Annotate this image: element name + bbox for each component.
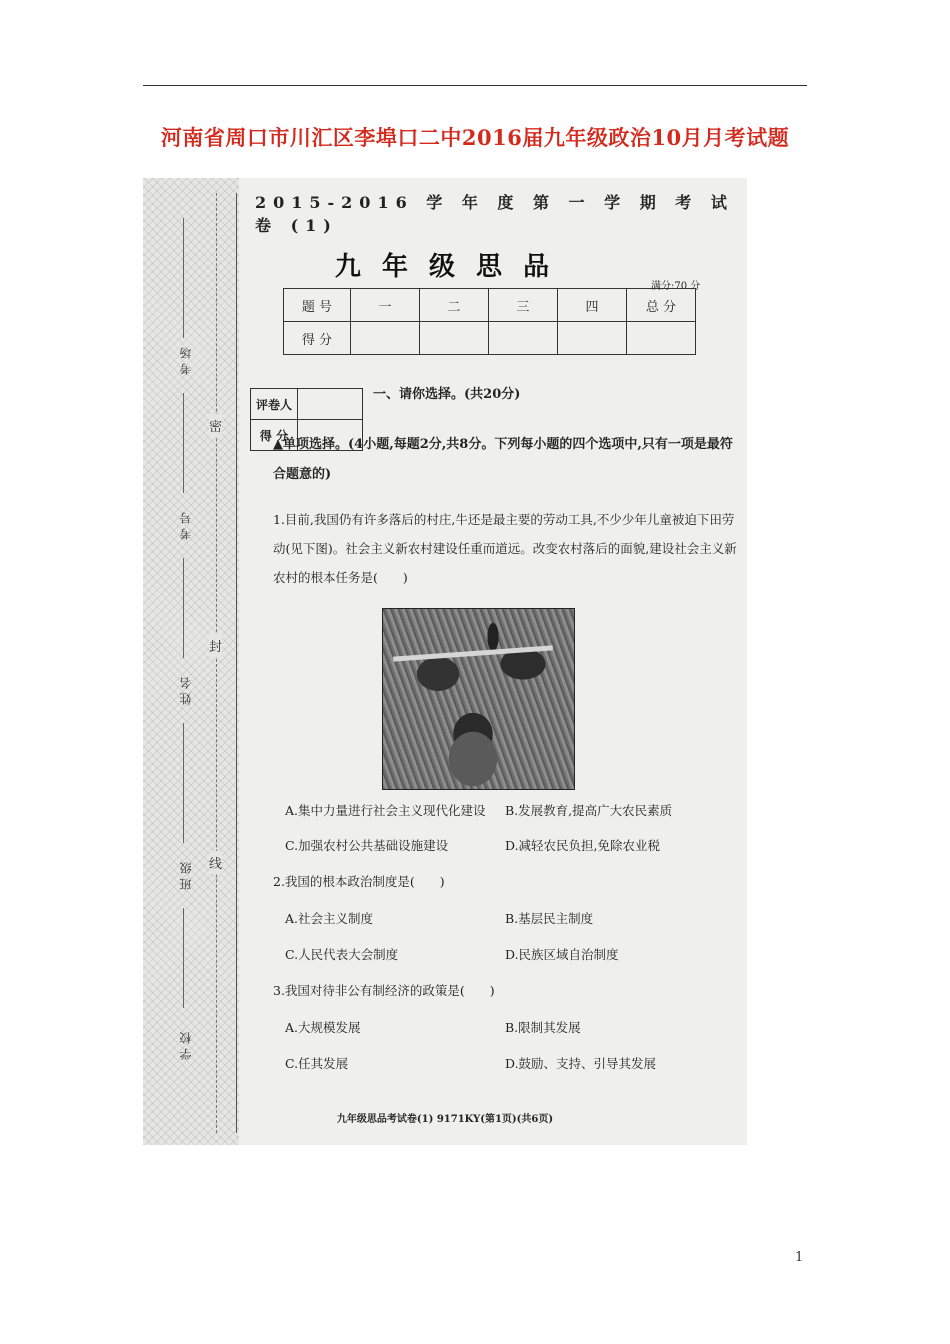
score-table-header-row bbox=[284, 289, 696, 322]
seal-dashed-line bbox=[216, 193, 217, 1133]
score-cell: 二 bbox=[420, 289, 489, 322]
fill-line bbox=[183, 723, 184, 843]
score-blank[interactable] bbox=[420, 322, 489, 355]
question-1-stem: 1.目前,我国仍有许多落后的村庄,牛还是最主要的劳动工具,不少少年儿童被迫下田劳动(见下图)。社会主义新农村建设任重而道远。改变农村落后的面貌,建设社会主义新农村的根本任务是( ) bbox=[273, 512, 737, 585]
score-table bbox=[283, 288, 696, 355]
q3-option-c: C.任其发展 bbox=[285, 1056, 349, 1071]
score-table-score-row bbox=[284, 322, 696, 355]
seal-char-xian: 线 bbox=[209, 851, 222, 874]
q2-option-c: C.人民代表大会制度 bbox=[285, 947, 399, 962]
score-blank[interactable] bbox=[627, 322, 696, 355]
grader-blank[interactable] bbox=[298, 389, 363, 420]
margin-label-class: 班级 bbox=[179, 858, 193, 890]
scanned-exam-sheet bbox=[143, 178, 747, 1145]
fill-line bbox=[183, 908, 184, 1008]
grader-label: 评卷人 bbox=[251, 389, 298, 420]
q1-option-b: B.发展教育,提高广大农民素质 bbox=[505, 803, 673, 818]
q1-option-c: C.加强农村公共基础设施建设 bbox=[285, 838, 449, 853]
top-rule bbox=[143, 85, 807, 86]
score-blank[interactable] bbox=[489, 322, 558, 355]
q2-option-b: B.基层民主制度 bbox=[505, 911, 594, 926]
farm-photo bbox=[382, 608, 575, 790]
question-3-stem: 3.我国对待非公有制经济的政策是( ) bbox=[273, 983, 495, 998]
margin-label-school: 学校 bbox=[179, 1028, 193, 1060]
fill-line bbox=[183, 558, 184, 658]
score-cell: 三 bbox=[489, 289, 558, 322]
score-blank[interactable] bbox=[351, 322, 420, 355]
grader-score-label: 得 分 bbox=[251, 420, 298, 451]
score-blank[interactable] bbox=[558, 322, 627, 355]
score-cell: 得 分 bbox=[284, 322, 351, 355]
q2-option-a: A.社会主义制度 bbox=[285, 911, 374, 926]
document-title: 河南省周口市川汇区李埠口二中2016届九年级政治10月月考试题 bbox=[160, 125, 790, 150]
sheet-footer: 九年级思品考试卷(1) 9171KY(第1页)(共6页) bbox=[336, 1114, 554, 1125]
binding-margin bbox=[143, 178, 239, 1145]
plow-bar bbox=[393, 645, 553, 661]
fold-line bbox=[236, 193, 237, 1133]
score-cell: 总 分 bbox=[627, 289, 696, 322]
margin-label-exam-number: 考号 bbox=[179, 508, 193, 540]
page-number: 1 bbox=[795, 1250, 804, 1265]
score-cell: 四 bbox=[558, 289, 627, 322]
q2-option-d: D.民族区域自治制度 bbox=[505, 947, 619, 962]
seal-char-mi: 密 bbox=[209, 414, 222, 437]
section-title: 一、请你选择。(共20分) bbox=[373, 387, 521, 402]
seal-char-feng: 封 bbox=[209, 634, 222, 657]
question-2-stem: 2.我国的根本政治制度是( ) bbox=[273, 874, 445, 889]
q1-option-d: D.减轻农民负担,免除农业税 bbox=[505, 838, 661, 853]
margin-label-exam-room: 考场 bbox=[179, 343, 193, 375]
fill-line bbox=[183, 393, 184, 493]
margin-label-name: 姓名 bbox=[179, 673, 193, 705]
subject-title: 九 年 级 思 品 bbox=[334, 252, 556, 282]
exam-header: 2015-2016 学 年 度 第 一 学 期 考 试 卷 (1) bbox=[255, 193, 734, 235]
q3-option-b: B.限制其发展 bbox=[505, 1020, 581, 1035]
q3-option-d: D.鼓励、支持、引导其发展 bbox=[505, 1056, 657, 1071]
score-cell: 一 bbox=[351, 289, 420, 322]
full-mark: 满分:70 分 bbox=[651, 281, 701, 292]
instruction: ▲单项选择。(4小题,每题2分,共8分。下列每小题的四个选项中,只有一项是最符合题意的) bbox=[273, 437, 733, 482]
q3-option-a: A.大规模发展 bbox=[285, 1020, 361, 1035]
score-cell: 题 号 bbox=[284, 289, 351, 322]
q1-option-a: A.集中力量进行社会主义现代化建设 bbox=[285, 803, 486, 818]
